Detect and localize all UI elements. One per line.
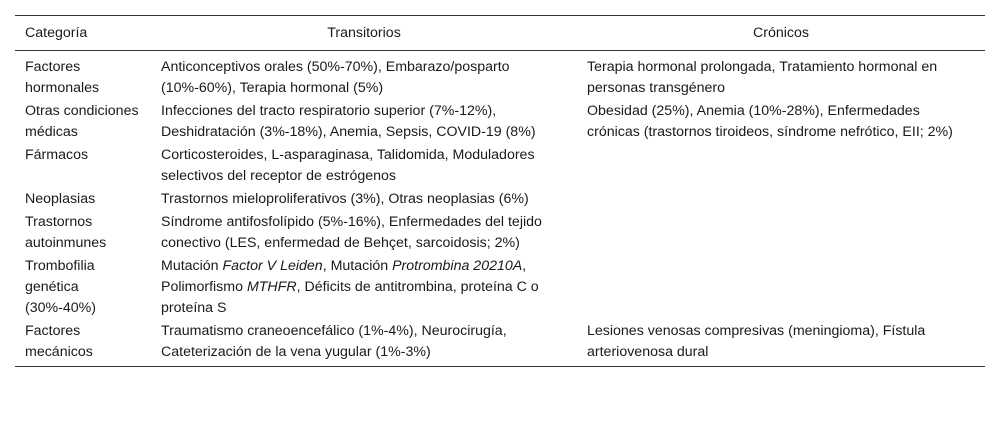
cell-transient [151,255,577,320]
cell-transient: Síndrome antifosfolípido (5%-16%), Enfermedades del tejido conectivo (LES, enfermedad de Behçet, sarcoidosis; 2%) [161,214,542,251]
italic-term: Protrombina 20210A [392,258,523,274]
cell-transient: Infecciones del tracto respiratorio superior (7%-12%), Deshidratación (3%-18%), Anemia, Sepsis, COVID-19 (8%) [161,103,536,140]
cell-chronic: Terapia hormonal prolongada, Tratamiento hormonal en personas transgénero [587,59,938,96]
table-header [15,16,985,51]
table-body [15,51,985,367]
table-row [15,320,985,367]
cell-chronic: Lesiones venosas compresivas (meningioma), Fístula arteriovenosa dural [577,320,985,367]
header-category: Categoría [15,16,151,51]
cell-category: Factores hormonales [25,59,100,96]
risk-factors-table [15,15,985,367]
cell-category: Factores mecánicos [15,320,151,367]
table-row [15,144,985,188]
italic-term: MTHFR [246,279,297,295]
text-part: , Déficits de antitrombina, proteína C o proteína S [161,279,539,316]
cell-transient: Anticonceptivos orales (50%-70%), Embarazo/posparto (10%-60%), Terapia hormonal (5%) [161,59,510,96]
cell-transient: Corticosteroides, L-asparaginasa, Talidomida, Moduladores selectivos del receptor de estrógenos [161,147,535,184]
cell-transient: Trastornos mieloproliferativos (3%), Otras neoplasias (6%) [161,191,529,207]
header-transient: Transitorios [151,16,577,51]
table-row [15,211,985,255]
header-row [15,16,985,51]
cell-chronic [577,188,985,211]
header-chronic: Crónicos [577,16,985,51]
table-row [15,255,985,320]
table-row [15,51,985,101]
cell-category: Fármacos [25,147,89,163]
italic-term: Factor V Leiden [222,258,323,274]
cell-category: Otras condiciones médicas [25,103,139,140]
table-row [15,188,985,211]
cell-category: Trombofilia genética (30%-40%) [25,258,96,316]
table-row [15,100,985,144]
text-part: , Mutación [322,258,393,274]
cell-chronic [577,211,985,255]
cell-chronic [577,255,985,320]
text-part: Mutación [161,258,223,274]
cell-category: Trastornos autoinmunes [25,214,107,251]
cell-chronic: Obesidad (25%), Anemia (10%-28%), Enfermedades crónicas (trastornos tiroideos, síndrome nefrótico, EII; 2%) [587,103,953,140]
cell-transient: Traumatismo craneoencefálico (1%-4%), Neurocirugía, Cateterización de la vena yugular (1%-3%) [151,320,577,367]
text-part: , Polimorfismo [161,258,527,295]
cell-chronic [577,144,985,188]
cell-category: Neoplasias [25,191,96,207]
